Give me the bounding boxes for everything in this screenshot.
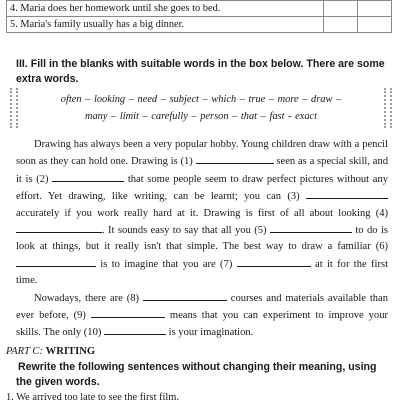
passage-text: is your imagination. bbox=[166, 327, 254, 339]
passage-text: means that you can experiment to improve your skills. The only (10) bbox=[16, 310, 388, 339]
passage-text: at it for the first time. bbox=[16, 258, 388, 287]
word-list-line: many – limit – carefully – person – that – fast - exact bbox=[84, 111, 318, 122]
blank-10[interactable] bbox=[104, 324, 166, 335]
statement-cell: 5. Maria's family usually has a big dinner. bbox=[7, 17, 324, 33]
passage-paragraph bbox=[16, 137, 388, 290]
blank-5[interactable] bbox=[270, 222, 352, 233]
passage-text: to do is look at things, but it really isn't that simple. The best way to draw a familiar (6) bbox=[16, 225, 388, 253]
passage-text: is to imagine that you are (7) bbox=[96, 258, 237, 270]
blank-7[interactable] bbox=[237, 256, 311, 267]
passage-text: seen as a special skill, and it is (2) bbox=[16, 156, 388, 185]
rewrite-instruction: Rewrite the following sentences without changing their meaning, using the given words. bbox=[16, 361, 377, 388]
passage-text: that some people seem to draw perfect pictures without any effort. Yet drawing, like writing, can be learnt; you can (3) bbox=[16, 173, 388, 203]
part-title: WRITING bbox=[45, 346, 96, 357]
part-label: PART C: bbox=[6, 346, 43, 357]
part-heading bbox=[6, 346, 95, 357]
true-answer-cell[interactable] bbox=[324, 1, 358, 17]
false-answer-cell[interactable] bbox=[358, 1, 392, 17]
blank-2[interactable] bbox=[52, 171, 124, 182]
word-list-line: often – looking – need – subject – which – true – more – draw – bbox=[60, 94, 342, 105]
section-heading: III. Fill in the blanks with suitable words in the box below. There are some extra words. bbox=[16, 58, 385, 85]
passage-text: accurately if you work really hard at it. Drawing is first of all about looking (4) bbox=[16, 207, 388, 219]
passage-paragraph bbox=[16, 290, 388, 342]
cloze-passage bbox=[16, 137, 388, 342]
blank-8[interactable] bbox=[143, 290, 227, 301]
passage-text: courses and materials available than ever before, (9) bbox=[16, 292, 388, 322]
blank-3[interactable] bbox=[306, 188, 388, 199]
true-false-table bbox=[6, 0, 392, 33]
blank-6[interactable] bbox=[16, 256, 96, 267]
false-answer-cell[interactable] bbox=[358, 17, 392, 33]
passage-text: Nowadays, there are (8) bbox=[34, 292, 143, 304]
table-row bbox=[7, 1, 392, 17]
question-1: 1. We arrived too late to see the first film. bbox=[6, 392, 179, 403]
blank-4[interactable] bbox=[16, 222, 102, 233]
true-answer-cell[interactable] bbox=[324, 17, 358, 33]
passage-text: . It sounds easy to say that all you (5) bbox=[102, 225, 270, 237]
blank-9[interactable] bbox=[91, 307, 165, 318]
blank-1[interactable] bbox=[196, 153, 274, 164]
table-row bbox=[7, 17, 392, 33]
passage-text: Drawing has always been a very popular hobby. Young children draw with a pencil soon as they can hold one. Drawing is (1) bbox=[16, 139, 388, 168]
word-box bbox=[10, 88, 392, 128]
statement-cell: 4. Maria does her homework until she goes to bed. bbox=[7, 1, 324, 17]
